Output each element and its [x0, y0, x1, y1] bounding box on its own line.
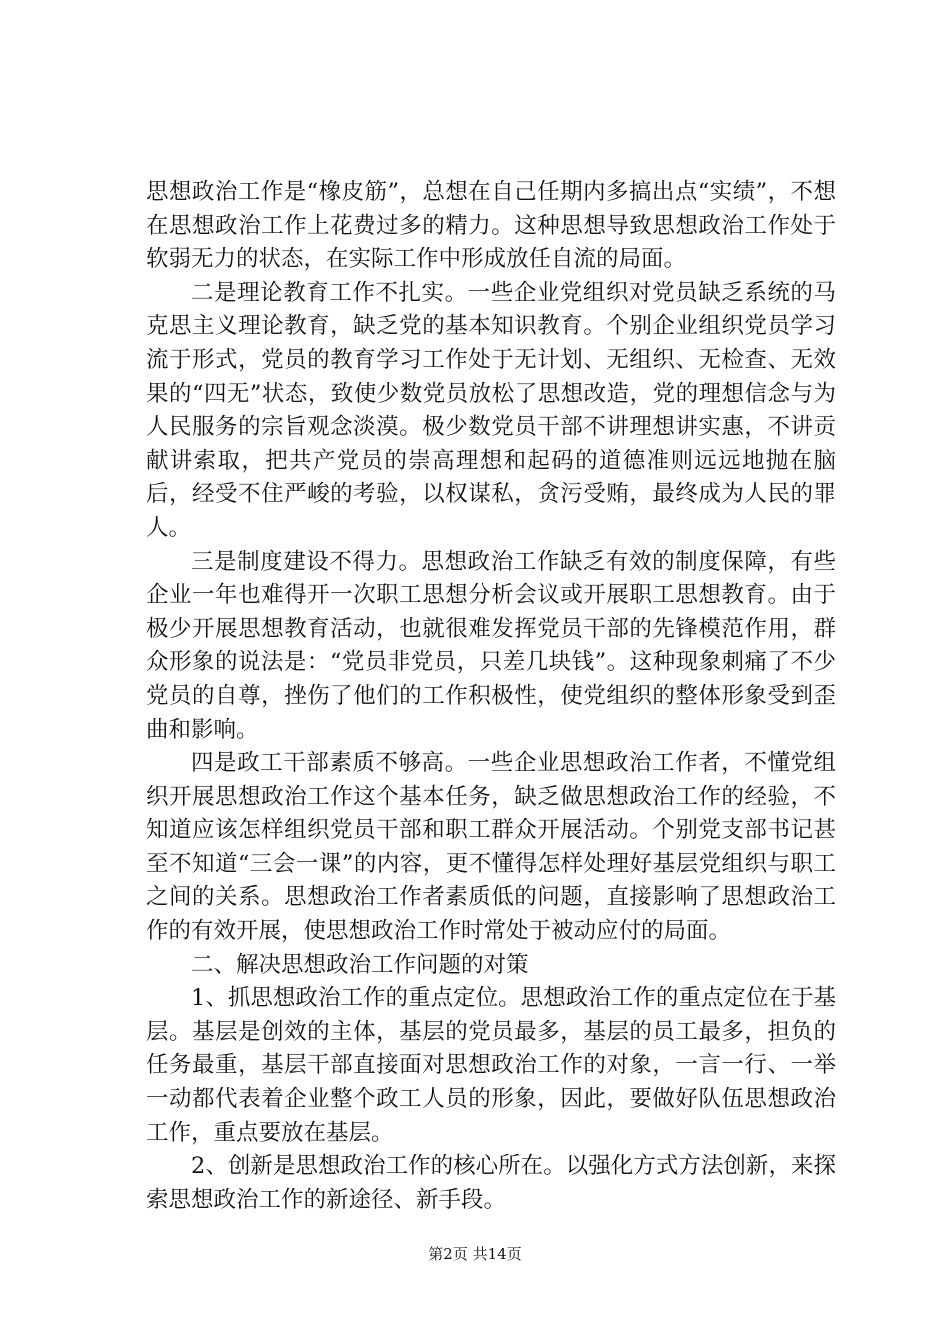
paragraph-focus-positioning: 1、抓思想政治工作的重点定位。思想政治工作的重点定位在于基层。基层是创效的主体，基层的党员最多，基层的员工最多，担负的任务最重，基层干部直接面对思想政治工作的对象，一言一行、一举一动都代表着企业整个政工人员的形象，因此，要做好队伍思想政治工作，重点要放在基层。	[146, 985, 836, 1146]
body-text	[146, 176, 836, 1217]
section-heading-countermeasures: 二、解决思想政治工作问题的对策	[191, 951, 529, 978]
paragraph-cadre-quality: 四是政工干部素质不够高。一些企业思想政治工作者，不懂党组织开展思想政治工作这个基本任务，缺乏做思想政治工作的经验，不知道应该怎样组织党员干部和职工群众开展活动。个别党支部书记甚至不知道“三会一课”的内容，更不懂得怎样处理好基层党组织与职工之间的关系。思想政治工作者素质低的问题，直接影响了思想政治工作的有效开展，使思想政治工作时常处于被动应付的局面。	[146, 750, 836, 945]
paragraph-theory-education: 二是理论教育工作不扎实。一些企业党组织对党员缺乏系统的马克思主义理论教育，缺乏党的基本知识教育。个别企业组织党员学习流于形式，党员的教育学习工作处于无计划、无组织、无检查、无效果的“四无”状态，致使少数党员放松了思想改造，党的理想信念与为人民服务的宗旨观念淡漠。极少数党员干部不讲理想讲实惠，不讲贡献讲索取，把共产党员的崇高理想和起码的道德准则远远地抛在脑后，经受不住严峻的考验，以权谋私，贪污受贿，最终成为人民的罪人。	[146, 279, 836, 541]
paragraph-system-building: 三是制度建设不得力。思想政治工作缺乏有效的制度保障，有些企业一年也难得开一次职工思想分析会议或开展职工思想教育。由于极少开展思想教育活动，也就很难发挥党员干部的先锋模范作用，群众形象的说法是：“党员非党员，只差几块钱”。这种现象刺痛了不少党员的自尊，挫伤了他们的工作积极性，使党组织的整体形象受到歪曲和影响。	[146, 548, 836, 743]
paragraph-innovation: 2、创新是思想政治工作的核心所在。以强化方式方法创新，来探索思想政治工作的新途径、新手段。	[146, 1153, 836, 1213]
paragraph-continuation: 思想政治工作是“橡皮筋”，总想在自己任期内多搞出点“实绩”，不想在思想政治工作上花费过多的精力。这种思想导致思想政治工作处于软弱无力的状态，在实际工作中形成放任自流的局面。	[146, 179, 836, 273]
page-number-footer: 第2页 共14页	[428, 1245, 522, 1263]
